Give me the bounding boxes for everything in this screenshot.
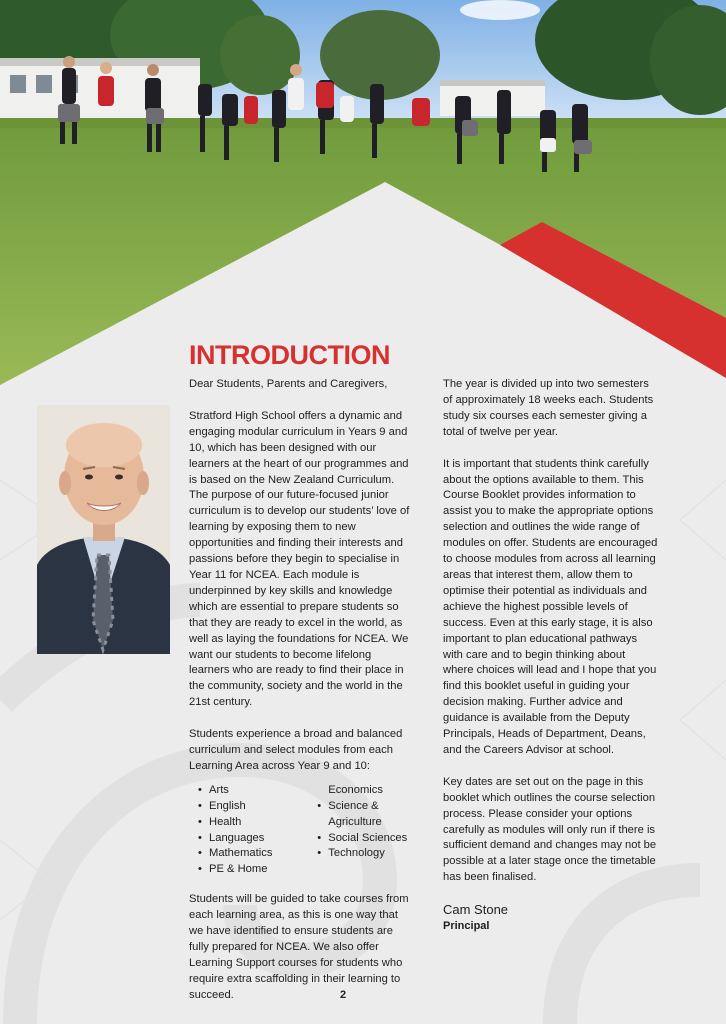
learning-areas-list bbox=[189, 783, 414, 878]
right-column bbox=[443, 377, 658, 935]
list-item: • Languages bbox=[197, 831, 316, 847]
list-item-continuation: Agriculture bbox=[328, 815, 382, 828]
list-item: • Health bbox=[197, 815, 316, 831]
options-paragraph: It is important that students think carefully about the options available to them. This Course Booklet provides information to assist you to make the appropriate options selection and outlines the wide range of modules on offer. Students are encouraged to choose modules from across all learning areas that interest them, allow them to optimise their potential as individuals and achieve the highest possible levels of success. Even at this early stage, it is also important to plan educational pathways with care and to begin thinking about where choices will lead and I hope that you find this booklet useful in guiding your decision making. Further advice and guidance is available from the Deputy Principals, Heads of Department, Deans, and the Careers Advisor at school. bbox=[443, 457, 658, 756]
left-column bbox=[189, 377, 414, 1020]
semester-paragraph: The year is divided up into two semesters of approximately 18 weeks each. Students study six courses each semester giving a total of twelve per year. bbox=[443, 378, 654, 438]
curriculum-paragraph: Students experience a broad and balanced curriculum and select modules from each Learning Area across Year 9 and 10: bbox=[189, 728, 403, 772]
list-item: • English bbox=[197, 799, 316, 815]
list-item: • Mathematics bbox=[197, 846, 316, 862]
guidance-paragraph: Students will be guided to take courses from each learning area, as this is one way that we have identified to ensure students are fully prepared for NCEA. We also offer Learning Support courses for students who require extra scaffolding in their learning to succeed. bbox=[189, 893, 409, 1001]
learning-areas-left bbox=[197, 783, 316, 878]
learning-areas-right bbox=[316, 783, 414, 878]
list-item-continuation: Economics bbox=[328, 783, 383, 796]
signature-name: Cam Stone bbox=[443, 902, 509, 918]
intro-paragraph: Stratford High School offers a dynamic and engaging modular curriculum in Years 9 and 10, which has been designed with our learners at the heart of our programmes and is based on the New Zealand Curriculum. The purpose of our future-focused junior curriculum is to develop our students’ love of learning by exposing them to new opportunities and finding their interests and passions before they begin to specialise in Year 11 for NCEA. Each module is underpinned by key skills and knowledge which are essential to prepare students so that they are ready to excel in the world, as well as laying the foundations for NCEA. We want our students to become lifelong learners who are ready to find their place in the community, society and the world in the 21st century. bbox=[189, 409, 410, 709]
list-item: • Science & bbox=[316, 799, 414, 815]
list-item: • Technology bbox=[316, 846, 414, 862]
principal-portrait bbox=[37, 405, 170, 654]
page-number: 2 bbox=[340, 989, 347, 1001]
signature-role: Principal bbox=[443, 920, 490, 933]
list-item: • Arts bbox=[197, 783, 316, 799]
list-item: • Social Sciences bbox=[316, 831, 414, 847]
page-title: INTRODUCTION bbox=[189, 340, 390, 370]
greeting: Dear Students, Parents and Caregivers, bbox=[189, 378, 388, 390]
list-item: • PE & Home bbox=[197, 862, 316, 878]
key-dates-paragraph: Key dates are set out on the page in this booklet which outlines the course selection process. Please consider your options carefully as modules will only run if there is sufficient demand and changes may not be possible at a later stage once the timetable has been finalised. bbox=[443, 775, 657, 884]
